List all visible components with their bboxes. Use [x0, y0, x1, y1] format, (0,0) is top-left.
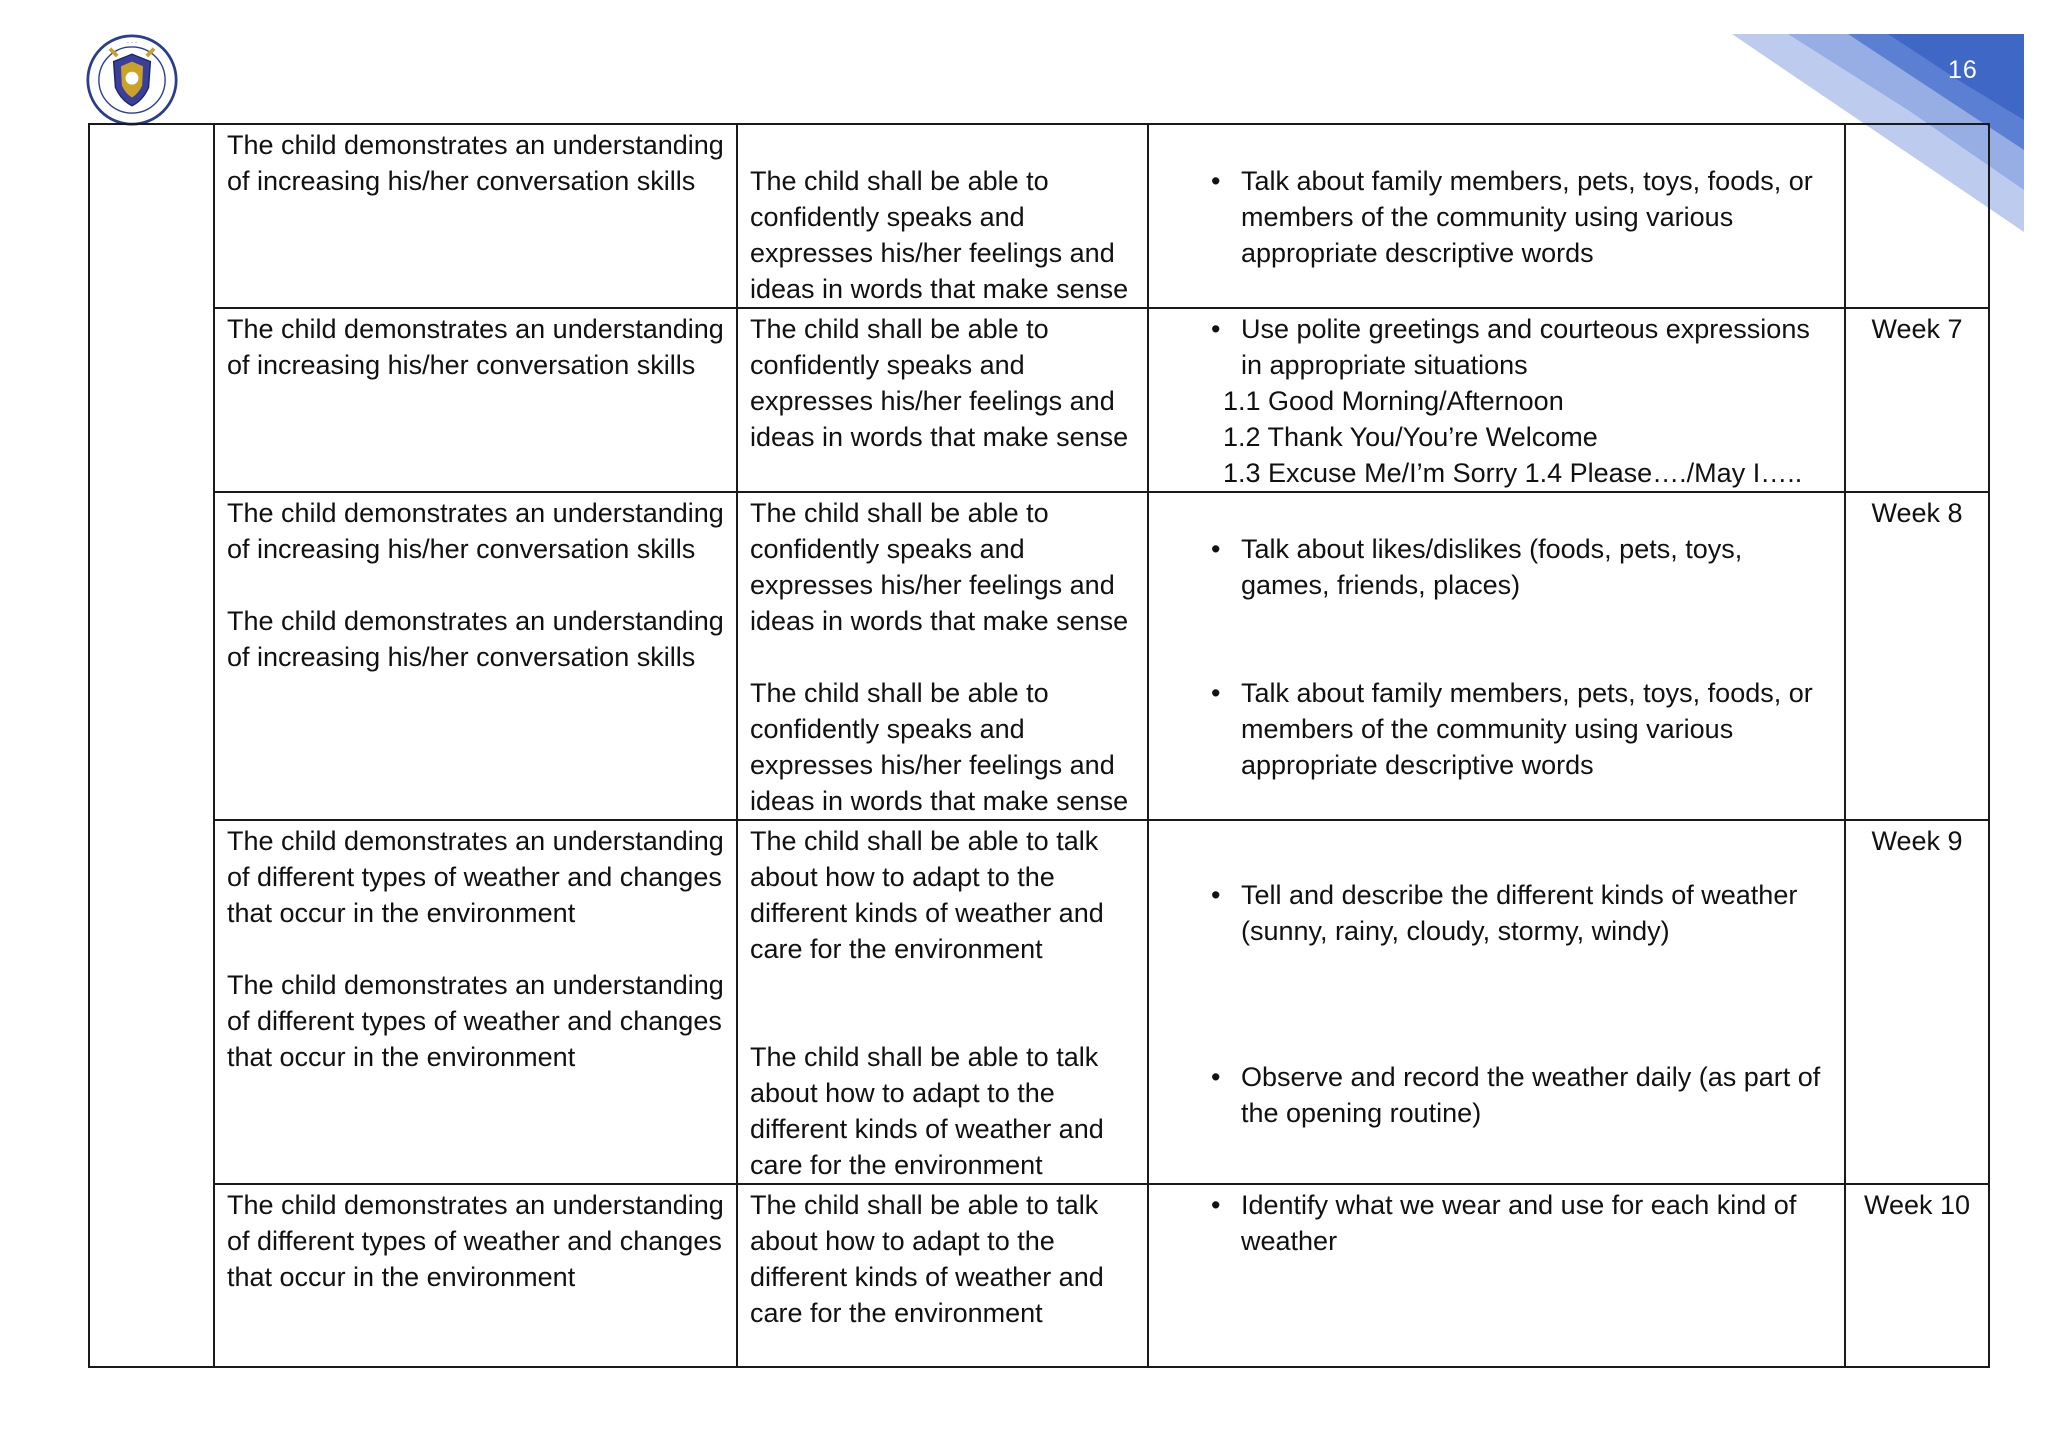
week-cell	[1845, 124, 1989, 308]
performance-standard-text: The child shall be able to confidently speaks and expresses his/her feelings and ideas in words that make sense	[750, 498, 1129, 636]
competency-item: • Use polite greetings and courteous expressions in appropriate situations	[1161, 311, 1834, 383]
blank-left-column	[89, 124, 214, 1367]
competency-item: • Tell and describe the different kinds of weather (sunny, rainy, cloudy, stormy, windy)	[1161, 877, 1834, 949]
competency-item: • Talk about family members, pets, toys, foods, or members of the community using various appropriate descriptive words	[1161, 675, 1834, 783]
competency-item: • Identify what we wear and use for each kind of weather	[1161, 1187, 1834, 1259]
content-standard-cell	[214, 1184, 737, 1367]
week-cell	[1845, 492, 1989, 820]
week-cell	[1845, 1184, 1989, 1367]
competency-cell	[1148, 492, 1845, 820]
bullet-icon: •	[1211, 534, 1221, 564]
content-standard-text: The child demonstrates an understanding of increasing his/her conversation skills	[227, 606, 724, 672]
performance-standard-text: The child shall be able to talk about how to adapt to the different kinds of weather and care for the environment	[750, 826, 1104, 964]
week-cell	[1845, 820, 1989, 1184]
table-row	[89, 1184, 1989, 1367]
content-standard-text: The child demonstrates an understanding of increasing his/her conversation skills	[227, 314, 724, 380]
performance-standard-text: The child shall be able to talk about how to adapt to the different kinds of weather and care for the environment	[750, 1190, 1104, 1328]
bullet-icon: •	[1211, 1190, 1221, 1220]
week-label: Week 8	[1871, 498, 1963, 528]
sub-item: 1.2 Thank You/You’re Welcome	[1223, 422, 1598, 452]
competency-cell	[1148, 308, 1845, 492]
curriculum-table	[88, 123, 1990, 1368]
competency-cell	[1148, 820, 1845, 1184]
content-standard-text: The child demonstrates an understanding of different types of weather and changes that occur in the environment	[227, 826, 724, 928]
sub-item: 1.3 Excuse Me/I’m Sorry 1.4 Please…./May I…..	[1223, 458, 1803, 488]
competency-cell	[1148, 124, 1845, 308]
competency-item: • Talk about likes/dislikes (foods, pets, toys, games, friends, places)	[1161, 531, 1834, 603]
week-label: Week 10	[1863, 1190, 1971, 1220]
content-standard-text: The child demonstrates an understanding of increasing his/her conversation skills	[227, 498, 724, 564]
content-standard-text: The child demonstrates an understanding of different types of weather and changes that occur in the environment	[227, 970, 724, 1072]
content-standard-cell	[214, 820, 737, 1184]
performance-standard-text: The child shall be able to confidently speaks and expresses his/her feelings and ideas in words that make sense	[750, 678, 1129, 816]
week-label: Week 7	[1871, 314, 1963, 344]
page-number: 16	[1948, 56, 1978, 84]
performance-standard-cell	[737, 308, 1148, 492]
sub-item: 1.1 Good Morning/Afternoon	[1223, 386, 1564, 416]
content-standard-cell	[214, 492, 737, 820]
bullet-icon: •	[1211, 678, 1221, 708]
table-row	[89, 308, 1989, 492]
bullet-icon: •	[1211, 1062, 1221, 1092]
performance-standard-text: The child shall be able to talk about how to adapt to the different kinds of weather and care for the environment	[750, 1042, 1104, 1180]
table-row	[89, 124, 1989, 308]
table-row	[89, 820, 1989, 1184]
performance-standard-text: The child shall be able to confidently speaks and expresses his/her feelings and ideas in words that make sense	[750, 314, 1129, 452]
bullet-icon: •	[1211, 166, 1221, 196]
content-standard-cell	[214, 308, 737, 492]
content-standard-text: The child demonstrates an understanding of different types of weather and changes that occur in the environment	[227, 1190, 724, 1292]
deped-seal-logo	[86, 34, 178, 126]
performance-standard-text: The child shall be able to confidently speaks and expresses his/her feelings and ideas in words that make sense	[750, 166, 1129, 304]
content-standard-text: The child demonstrates an understanding of increasing his/her conversation skills	[227, 130, 724, 196]
performance-standard-cell	[737, 820, 1148, 1184]
performance-standard-cell	[737, 492, 1148, 820]
bullet-icon: •	[1211, 880, 1221, 910]
competency-item: • Talk about family members, pets, toys, foods, or members of the community using various appropriate descriptive words	[1161, 163, 1834, 271]
svg-text:· · ·: · · ·	[126, 39, 138, 48]
week-cell	[1845, 308, 1989, 492]
week-label: Week 9	[1871, 826, 1963, 856]
table-row	[89, 492, 1989, 820]
content-standard-cell	[214, 124, 737, 308]
performance-standard-cell	[737, 1184, 1148, 1367]
bullet-icon: •	[1211, 314, 1221, 344]
competency-item: • Observe and record the weather daily (as part of the opening routine)	[1161, 1059, 1834, 1131]
performance-standard-cell	[737, 124, 1148, 308]
competency-cell	[1148, 1184, 1845, 1367]
